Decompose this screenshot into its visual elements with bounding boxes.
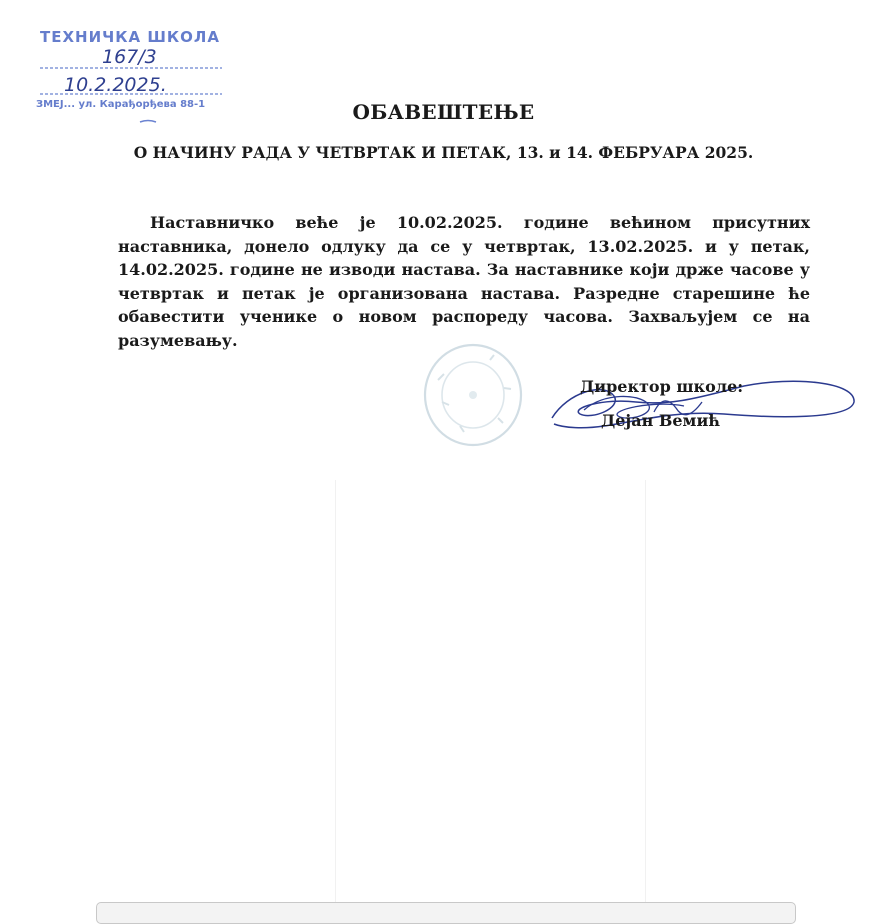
scan-artifact (645, 480, 646, 910)
director-name: Дејан Вемић (601, 411, 720, 430)
stamp-date: 10.2.2025. (64, 74, 167, 96)
viewer-scrollbar[interactable] (96, 902, 796, 924)
scan-artifact (335, 480, 336, 910)
school-seal-icon (420, 340, 526, 450)
stamp-number: 167/3 (102, 46, 157, 68)
notice-title: ОБАВЕШТЕЊЕ (352, 100, 535, 124)
notice-subtitle: О НАЧИНУ РАДА У ЧЕТВРТАК И ПЕТАК, 13. и 14. ФЕБРУАРА 2025. (133, 143, 754, 162)
stamp-address-line: ЗМЕЈ... ул. Карађорђева 88-1 (36, 99, 206, 110)
stamp-school-line: ТЕХНИЧКА ШКОЛА (40, 28, 220, 46)
director-role: Директор школе: (580, 377, 744, 396)
notice-body: Наставничко веће је 10.02.2025. године већином присутних наставника, донело одлуку да се у четвртак, 13.02.2025. и у петак, 14.02.2025. године не изводи настава. За наставнике који држе часове у четвртак и петак је организована настава. Разредне старешине ће обавестити ученике о новом распореду часова. Захваљујем се на разумевању. (118, 213, 810, 350)
